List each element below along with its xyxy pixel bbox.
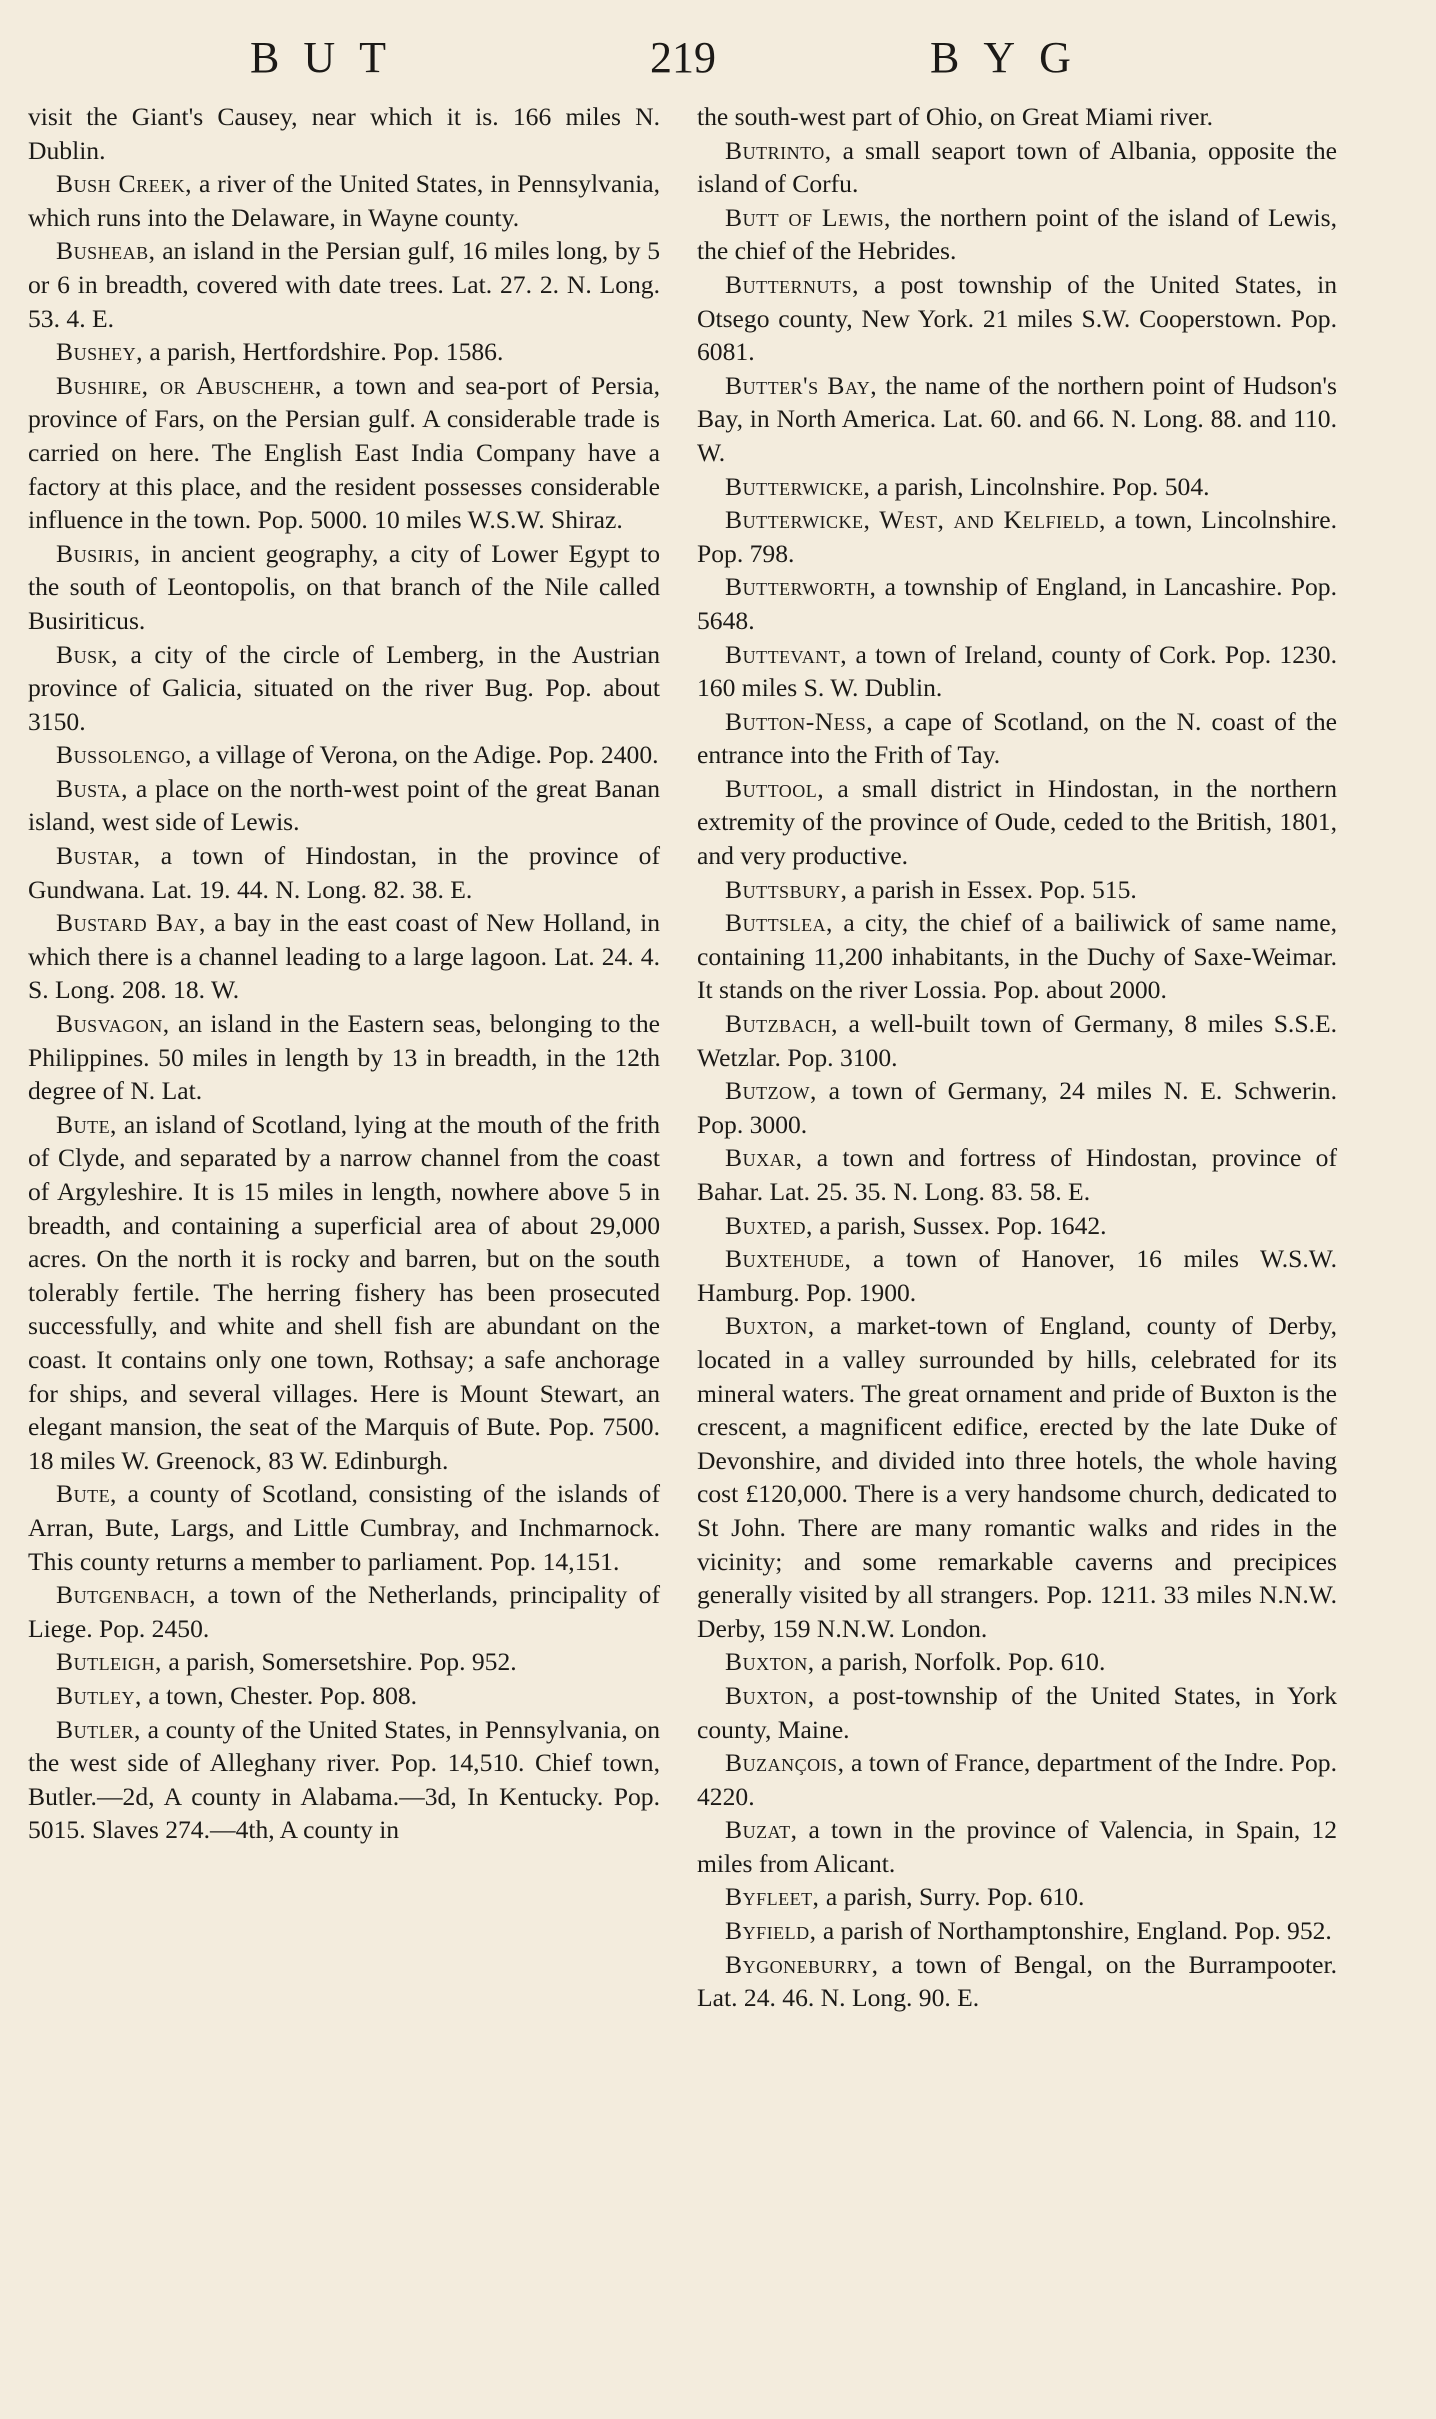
entry-headword: Busvagon, <box>56 1009 170 1039</box>
gazetteer-entry <box>28 1578 660 1645</box>
entry-text: a town of Ireland, county of Cork. Pop. 1230. 160 miles S. W. Dublin. <box>697 639 1337 703</box>
entry-headword: Butley, <box>56 1680 142 1710</box>
entry-text: the south-west part of Ohio, on Great Miami river. <box>697 102 1214 131</box>
entry-text: a parish, Norfolk. Pop. 610. <box>814 1647 1106 1677</box>
entry-text: an island in the Eastern seas, belonging to the Philippines. 50 miles in length by 13 in breadth, in the 12th degree of N. Lat. <box>28 1009 660 1106</box>
entry-text: a town of France, department of the Indre. Pop. 4220. <box>697 1748 1337 1811</box>
gazetteer-entry <box>697 570 1337 637</box>
entry-headword: Butterworth, <box>725 572 877 602</box>
entry-text: a place on the north-west point of the great Banan island, west side of Lewis. <box>28 773 660 837</box>
entry-text: a town of Bengal, on the Burrampooter. Lat. 24. 46. N. Long. 90. E. <box>697 1949 1337 2013</box>
entry-text: a parish in Essex. Pop. 515. <box>847 874 1137 904</box>
entry-headword: Bute, <box>56 1479 117 1509</box>
gazetteer-entry <box>697 134 1337 201</box>
entry-headword: Buttool, <box>725 773 825 803</box>
gazetteer-entry <box>28 537 660 638</box>
gazetteer-entry <box>697 1813 1337 1880</box>
gazetteer-entry <box>697 470 1337 504</box>
gazetteer-entry <box>697 369 1337 470</box>
entry-headword: Bushey, <box>56 337 143 367</box>
entry-text: a village of Verona, on the Adige. Pop. 2400. <box>191 740 659 770</box>
entry-text: the northern point of the island of Lewis, the chief of the Hebrides. <box>697 202 1338 266</box>
entry-text: a parish of Northamptonshire, England. Pop. 952. <box>816 1916 1332 1946</box>
gazetteer-entry <box>697 1309 1337 1645</box>
entry-text: an island of Scotland, lying at the mouth of the frith of Clyde, and separated by a narrow channel from the coast of Argyleshire. It is 15 miles in length, nowhere above 5 in breadth, and containing a superficial area of about 29,000 acres. On the north it is rocky and barren, but on the south tolerably fertile. The herring fishery has been prosecuted successfully, and white and shell fish are abundant on the coast. It contains only one town, Rothsay; a safe anchorage for ships, and several villages. Here is Mount Stewart, an elegant mansion, the seat of the Marquis of Bute. Pop. 7500. 18 miles W. Greenock, 83 W. Edinburgh. <box>28 1109 660 1475</box>
entry-text: a town, Chester. Pop. 808. <box>141 1680 418 1710</box>
entry-headword: Buzançois, <box>725 1748 845 1778</box>
header-right-guide-word: BYG <box>930 33 1095 82</box>
right-column <box>697 100 1337 2015</box>
entry-text: in ancient geography, a city of Lower Egypt to the south of Leontopolis, on that branch of the Nile called Busiriticus. <box>28 538 660 635</box>
gazetteer-entry <box>28 369 660 537</box>
entry-text: a town in the province of Valencia, in Spain, 12 miles from Alicant. <box>697 1815 1337 1878</box>
entry-headword: Butler, <box>56 1714 141 1744</box>
gazetteer-entry <box>28 738 660 772</box>
entry-headword: Byfleet, <box>725 1882 820 1912</box>
entry-headword: Bustard Bay, <box>56 908 206 938</box>
entry-text: a town of Hindostan, in the province of Gundwana. Lat. 19. 44. N. Long. 82. 38. E. <box>28 841 660 904</box>
entry-headword: Bussolengo, <box>56 740 192 770</box>
entry-headword: Buzat, <box>725 1815 798 1845</box>
gazetteer-entry <box>697 1141 1337 1208</box>
gazetteer-entry <box>697 1074 1337 1141</box>
entry-text: a market-town of England, county of Derby, located in a valley surrounded by hills, celebrated for its mineral waters. The great ornament and pride of Buxton is the crescent, a magnificent edifice, erected by the late Duke of Devonshire, and divided into three hotels, the whole having cost £120,000. There is a very handsome church, dedicated to St John. There are many romantic walks and rides in the vicinity; and some remarkable caverns and precipices generally visited by all strangers. Pop. 1211. 33 miles N.N.W. Derby, 159 N.N.W. London. <box>697 1311 1337 1643</box>
entry-headword: Bygoneburry, <box>725 1949 879 1979</box>
entry-headword: Busiris, <box>56 538 141 568</box>
gazetteer-entry <box>697 1880 1337 1914</box>
entry-headword: Butterwicke, <box>725 471 871 501</box>
gazetteer-entry <box>28 772 660 839</box>
entry-headword: Butzow, <box>725 1076 817 1106</box>
gazetteer-entry <box>28 100 660 167</box>
entry-headword: Butter's Bay, <box>725 370 878 400</box>
entry-headword: Butt of Lewis, <box>725 202 891 232</box>
gazetteer-entry <box>697 906 1337 1007</box>
page-number: 219 <box>650 33 716 82</box>
entry-text: a river of the United States, in Pennsylvania, which runs into the Delaware, in Wayne county. <box>28 169 660 232</box>
gazetteer-entry <box>697 772 1337 873</box>
gazetteer-entry <box>697 638 1337 705</box>
header-left-guide-word: BUT <box>250 33 410 82</box>
gazetteer-entry <box>697 1914 1337 1948</box>
entry-text: a town of Hanover, 16 miles W.S.W. Hamburg. Pop. 1900. <box>697 1244 1337 1307</box>
entry-text: a county of the United States, in Pennsylvania, on the west side of Alleghany river. Pop. 14,510. Chief town, Butler.—2d, A county in Alabama.—3d, In Kentucky. Pop. 5015. Slaves 274.—4th, A county in <box>28 1714 660 1845</box>
entry-text: a post township of the United States, in Otsego county, New York. 21 miles S.W. Cooperstown. Pop. 6081. <box>697 269 1337 367</box>
gazetteer-entry <box>28 839 660 906</box>
gazetteer-entry <box>28 1477 660 1578</box>
gazetteer-entry <box>28 234 660 335</box>
entry-headword: Buttslea, <box>725 908 833 938</box>
entry-text: a town of the Netherlands, principality of Liege. Pop. 2450. <box>28 1580 660 1643</box>
entry-text: a town and sea-port of Persia, province of Fars, on the Persian gulf. A considerable trade is carried on here. The English East India Company have a factory at this place, and the resident possesses considerable influence in the town. Pop. 5000. 10 miles W.S.W. Shiraz. <box>28 370 661 535</box>
entry-text: a small seaport town of Albania, opposite the island of Corfu. <box>697 135 1337 199</box>
entry-text: a parish, Surry. Pop. 610. <box>819 1882 1085 1912</box>
gazetteer-entry <box>28 638 660 739</box>
entry-headword: Bush Creek, <box>56 169 193 199</box>
entry-headword: Busk, <box>56 639 118 669</box>
gazetteer-entry <box>697 1948 1337 2015</box>
gazetteer-entry <box>28 335 660 369</box>
entry-text: a city, the chief of a bailiwick of same name, containing 11,200 inhabitants, in the Duchy of Saxe-Weimar. It stands on the river Lossia. Pop. about 2000. <box>697 908 1337 1005</box>
gazetteer-entry <box>697 503 1337 570</box>
gazetteer-entry <box>697 1746 1337 1813</box>
entry-text: the name of the northern point of Hudson's Bay, in North America. Lat. 60. and 66. N. Long. 88. and 110. W. <box>697 370 1337 467</box>
entry-headword: Buxted, <box>725 1210 813 1240</box>
entry-headword: Bushire, or Abuschehr, <box>56 370 322 400</box>
entry-text: a parish, Sussex. Pop. 1642. <box>812 1210 1107 1240</box>
entry-headword: Bute, <box>56 1109 117 1139</box>
entry-headword: Butrinto, <box>725 135 832 165</box>
gazetteer-entry <box>28 1108 660 1478</box>
entry-headword: Butgenbach, <box>56 1580 196 1610</box>
entry-text: a county of Scotland, consisting of the islands of Arran, Bute, Largs, and Little Cumbray, and Inchmarnock. This county returns a member to parliament. Pop. 14,151. <box>28 1479 660 1576</box>
gazetteer-entry <box>697 705 1337 772</box>
entry-headword: Buxton, <box>725 1680 815 1710</box>
entry-headword: Buttevant, <box>725 639 848 669</box>
entry-text: a bay in the east coast of New Holland, in which there is a channel leading to a large lagoon. Lat. 24. 4. S. Long. 208. 18. W. <box>28 908 660 1005</box>
entry-headword: Bustar, <box>56 841 141 871</box>
entry-headword: Buxar, <box>725 1143 803 1173</box>
gazetteer-entry <box>28 906 660 1007</box>
gazetteer-entry <box>697 268 1337 369</box>
entry-headword: Busheab, <box>56 236 156 266</box>
entry-text: a post-township of the United States, in York county, Maine. <box>697 1680 1337 1744</box>
gazetteer-entry <box>28 1007 660 1108</box>
entry-headword: Button-Ness, <box>725 706 874 736</box>
entry-text: a cape of Scotland, on the N. coast of the entrance into the Frith of Tay. <box>697 706 1337 770</box>
entry-text: a town of Germany, 24 miles N. E. Schwerin. Pop. 3000. <box>697 1076 1337 1139</box>
entry-headword: Buxtehude, <box>725 1244 852 1274</box>
running-header <box>0 32 1436 92</box>
entry-text: a town, Lincolnshire. Pop. 798. <box>697 505 1337 568</box>
entry-text: a parish, Lincolnshire. Pop. 504. <box>870 471 1210 501</box>
gazetteer-entry <box>697 1645 1337 1679</box>
entry-text: a township of England, in Lancashire. Pop. 5648. <box>697 572 1337 635</box>
gazetteer-entry <box>28 1679 660 1713</box>
gazetteer-entry <box>697 201 1337 268</box>
gazetteer-entry <box>28 167 660 234</box>
entry-headword: Byfield, <box>725 1916 817 1946</box>
gazetteer-entry <box>697 1007 1337 1074</box>
entry-text: an island in the Persian gulf, 16 miles long, by 5 or 6 in breadth, covered with date trees. Lat. 27. 2. N. Long. 53. 4. E. <box>28 236 660 333</box>
entry-headword: Butterwicke, West, and Kelfield, <box>725 505 1106 535</box>
entry-headword: Buxton, <box>725 1311 815 1341</box>
entry-headword: Butleigh, <box>56 1647 162 1677</box>
gazetteer-entry <box>697 1679 1337 1746</box>
entry-headword: Butternuts, <box>725 269 859 299</box>
entry-text: a well-built town of Germany, 8 miles S.S.E. Wetzlar. Pop. 3100. <box>697 1009 1337 1072</box>
gazetteer-entry <box>28 1713 660 1847</box>
entry-text: visit the Giant's Causey, near which it is. 166 miles N. Dublin. <box>28 102 660 165</box>
left-column <box>28 100 660 1847</box>
entry-headword: Buttsbury, <box>725 874 848 904</box>
gazetteer-entry <box>697 1242 1337 1309</box>
entry-text: a parish, Somersetshire. Pop. 952. <box>161 1647 517 1677</box>
gazetteer-entry <box>28 1645 660 1679</box>
entry-text: a city of the circle of Lemberg, in the Austrian province of Galicia, situated on the river Bug. Pop. about 3150. <box>28 639 660 736</box>
entry-headword: Busta, <box>56 773 129 803</box>
gazetteer-entry <box>697 100 1337 134</box>
entry-headword: Buxton, <box>725 1647 815 1677</box>
entry-headword: Butzbach, <box>725 1009 838 1039</box>
entry-text: a town and fortress of Hindostan, province of Bahar. Lat. 25. 35. N. Long. 83. 58. E. <box>697 1143 1337 1206</box>
gazetteer-entry <box>697 1209 1337 1243</box>
entry-text: a small district in Hindostan, in the northern extremity of the province of Oude, ceded to the British, 1801, and very productive. <box>697 773 1337 871</box>
entry-text: a parish, Hertfordshire. Pop. 1586. <box>142 337 504 367</box>
gazetteer-entry <box>697 873 1337 907</box>
